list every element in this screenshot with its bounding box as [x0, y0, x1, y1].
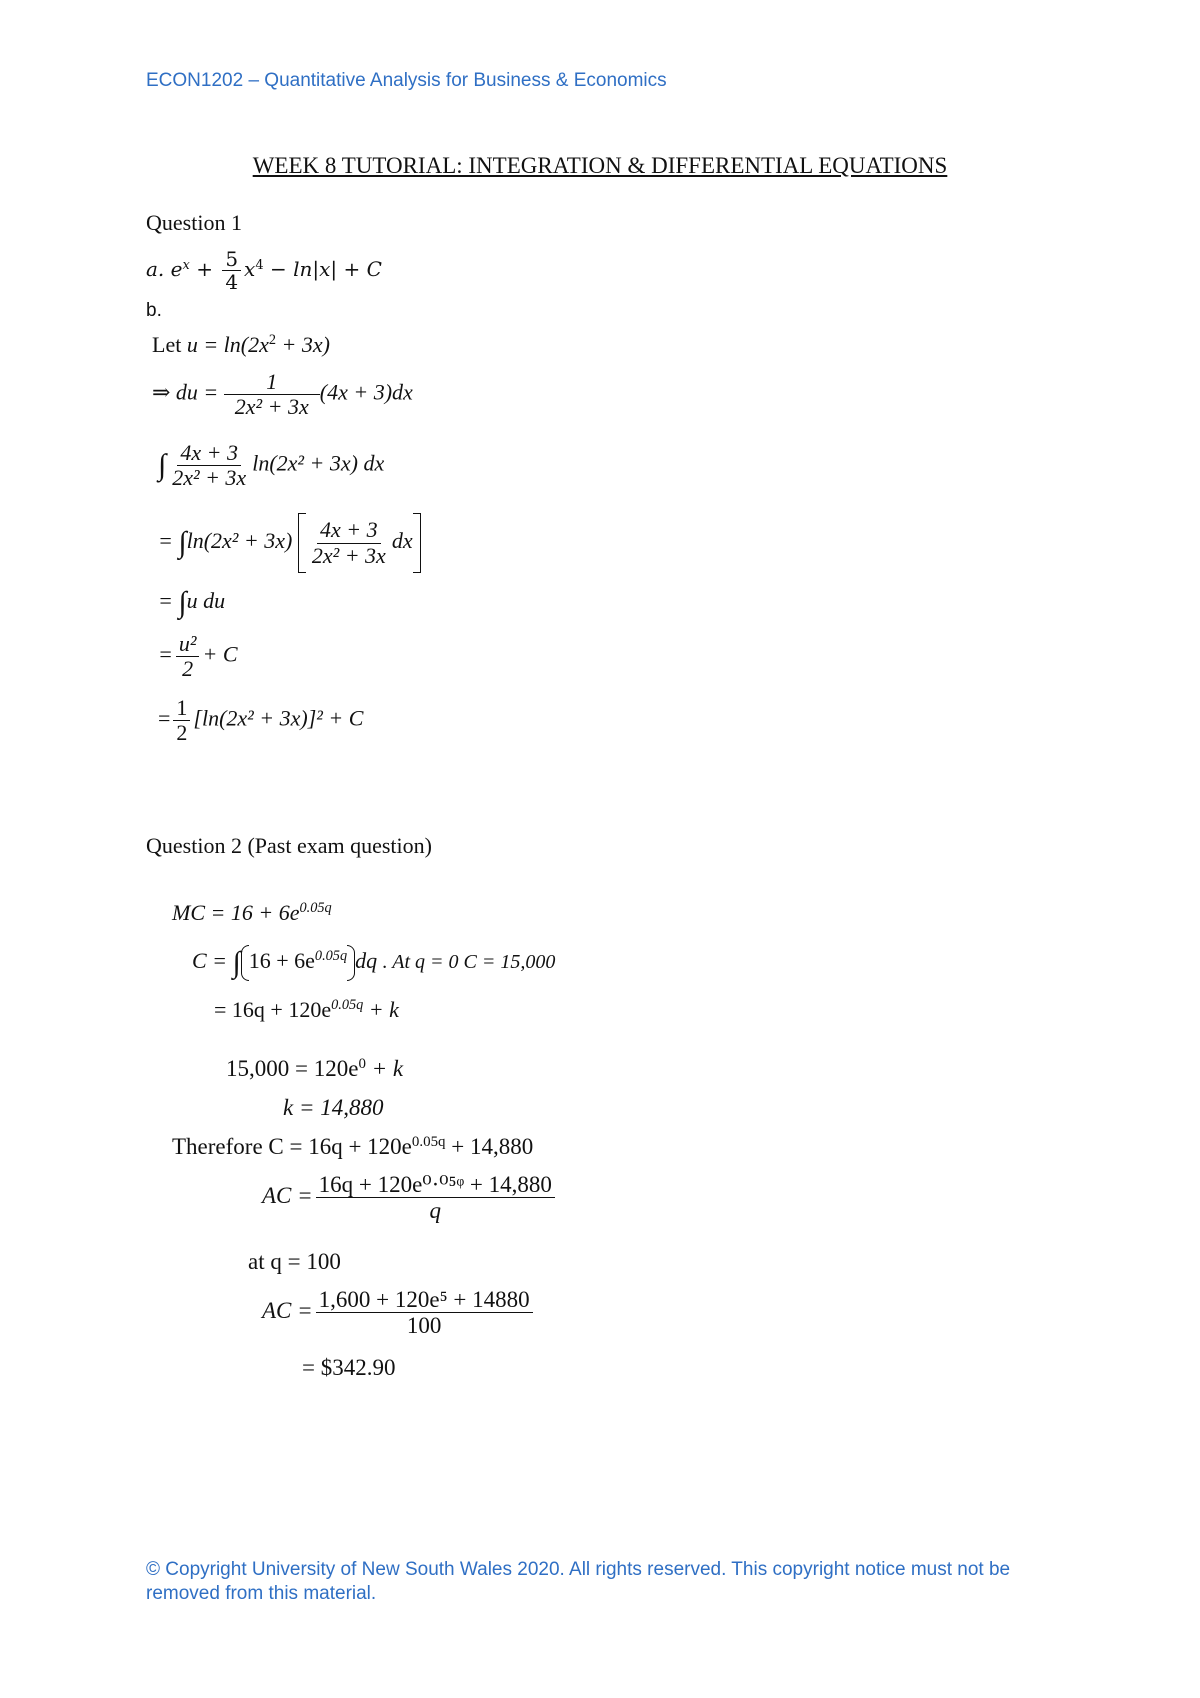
let-exp: 2	[268, 332, 277, 349]
c-integral-sign: ∫	[232, 946, 241, 979]
q1-integral-1	[158, 441, 384, 490]
int4-fraction	[176, 632, 200, 681]
int4-eq: =	[158, 641, 173, 667]
let-expr: u = ln(2x	[186, 332, 269, 357]
q1-integral-4	[158, 632, 238, 681]
integral-sign-2: ∫	[178, 526, 187, 559]
let-tail: + 3x)	[276, 332, 330, 357]
ac2-num: 1,600 + 120e⁵ + 14880	[316, 1287, 533, 1313]
int3-tail: u du	[186, 588, 226, 614]
copyright-footer: © Copyright University of New South Wales 2020. All rights reserved. This copyright notice must not be removed from this material.	[146, 1559, 1011, 1604]
k1-tail: + k	[365, 1056, 404, 1081]
c2-exp: 0.05q	[331, 997, 364, 1014]
int5-fraction	[173, 696, 190, 745]
int2-eq: =	[158, 528, 173, 554]
k1-exp: 0	[358, 1055, 366, 1072]
int2-dx: dx	[391, 528, 413, 554]
let-word: Let	[152, 332, 182, 357]
du-tail: (4x + 3)dx	[319, 379, 413, 405]
therefore-exp: 0.05q	[411, 1133, 446, 1150]
c2-tail: + k	[363, 997, 399, 1022]
int5-num: 1	[173, 696, 190, 721]
ac2-lhs: AC =	[262, 1298, 313, 1324]
part-a-e: e	[170, 257, 183, 281]
ac-fraction	[316, 1172, 555, 1224]
page-title: WEEK 8 TUTORIAL: INTEGRATION & DIFFERENTIAL EQUATIONS	[252, 153, 948, 178]
part-a-den: 4	[225, 270, 239, 294]
c2-lhs: = 16q + 120e	[214, 997, 332, 1022]
int3-eq: =	[158, 588, 173, 614]
part-a-label: a.	[146, 257, 165, 281]
c-lhs: C =	[192, 948, 228, 974]
int4-den: 2	[182, 656, 194, 682]
du-lhs: ⇒ du =	[152, 379, 219, 405]
left-bracket	[298, 513, 306, 573]
du-den: 2x² + 3x	[234, 394, 309, 420]
part-a-num: 5	[222, 248, 241, 271]
q1-let-line	[152, 332, 330, 358]
c-right-paren	[347, 945, 355, 981]
int2-num: 4x + 3	[317, 518, 381, 543]
q2-therefore-line	[172, 1134, 533, 1160]
q2-ac-line	[262, 1172, 558, 1224]
int1-tail: ln(2x² + 3x) dx	[252, 450, 385, 476]
c-condition: . At q = 0 C = 15,000	[382, 951, 556, 974]
part-a-x-exp: 4	[255, 257, 264, 273]
q1-integral-3	[158, 586, 225, 620]
c-inner-exp: 0.05q	[314, 948, 348, 965]
integral-sign-1: ∫	[158, 448, 167, 482]
ac-num: 16q + 120e⁰·⁰⁵ᵠ + 14,880	[316, 1172, 555, 1198]
q1-part-b-label: b.	[146, 300, 162, 321]
c-dq: dq	[355, 948, 378, 974]
therefore-tail: + 14,880	[445, 1134, 534, 1159]
q2-c2-line	[214, 997, 399, 1023]
part-a-fraction	[222, 248, 241, 293]
q1-integral-2	[158, 513, 421, 573]
mc-lhs: MC = 16 + 6e	[172, 900, 300, 925]
q2-ac2-line	[262, 1287, 536, 1339]
int5-eq: =	[158, 705, 171, 731]
q2-c-line	[192, 945, 555, 981]
k1-expr: 15,000 = 120e	[226, 1056, 359, 1081]
du-fraction	[227, 370, 317, 419]
q1-part-a	[146, 248, 382, 293]
question-1-heading: Question 1	[146, 210, 242, 235]
int2-den: 2x² + 3x	[311, 542, 386, 568]
course-header: ECON1202 – Quantitative Analysis for Business & Economics	[146, 70, 667, 91]
question-2-heading: Question 2 (Past exam question)	[146, 833, 432, 858]
part-a-rest: − ln|x| + C	[269, 257, 382, 281]
part-a-x: x	[244, 257, 256, 281]
q1-integral-5	[158, 696, 363, 745]
int5-tail: [ln(2x² + 3x)]² + C	[193, 705, 364, 731]
q2-mc-line	[172, 900, 332, 926]
int4-tail: + C	[202, 641, 238, 667]
ac-den: q	[429, 1198, 442, 1224]
part-a-plus: +	[196, 257, 213, 281]
part-a-e-exp: x	[182, 257, 190, 273]
int1-fraction	[169, 441, 249, 490]
int2-mid: ln(2x² + 3x)	[186, 528, 293, 554]
ac2-fraction	[316, 1287, 533, 1339]
ac2-den: 100	[406, 1313, 442, 1339]
int1-num: 4x + 3	[177, 441, 241, 466]
ac-lhs: AC =	[262, 1183, 313, 1209]
right-bracket	[413, 513, 421, 573]
q2-k2-line: k = 14,880	[283, 1095, 384, 1120]
int5-den: 2	[176, 720, 188, 746]
int4-num: u²	[176, 632, 200, 657]
c-left-paren	[241, 945, 249, 981]
integral-sign-3: ∫	[178, 586, 187, 619]
q2-result: = $342.90	[302, 1355, 396, 1380]
q2-at-q-line: at q = 100	[248, 1249, 341, 1274]
int2-fraction	[309, 518, 389, 567]
q2-k1-line	[226, 1056, 403, 1082]
mc-exp: 0.05q	[299, 900, 332, 917]
therefore-expr: Therefore C = 16q + 120e	[172, 1134, 412, 1159]
q1-du-line	[152, 370, 413, 419]
du-num: 1	[224, 370, 320, 395]
int1-den: 2x² + 3x	[172, 465, 247, 491]
c-inner: 16 + 6e	[248, 948, 315, 974]
